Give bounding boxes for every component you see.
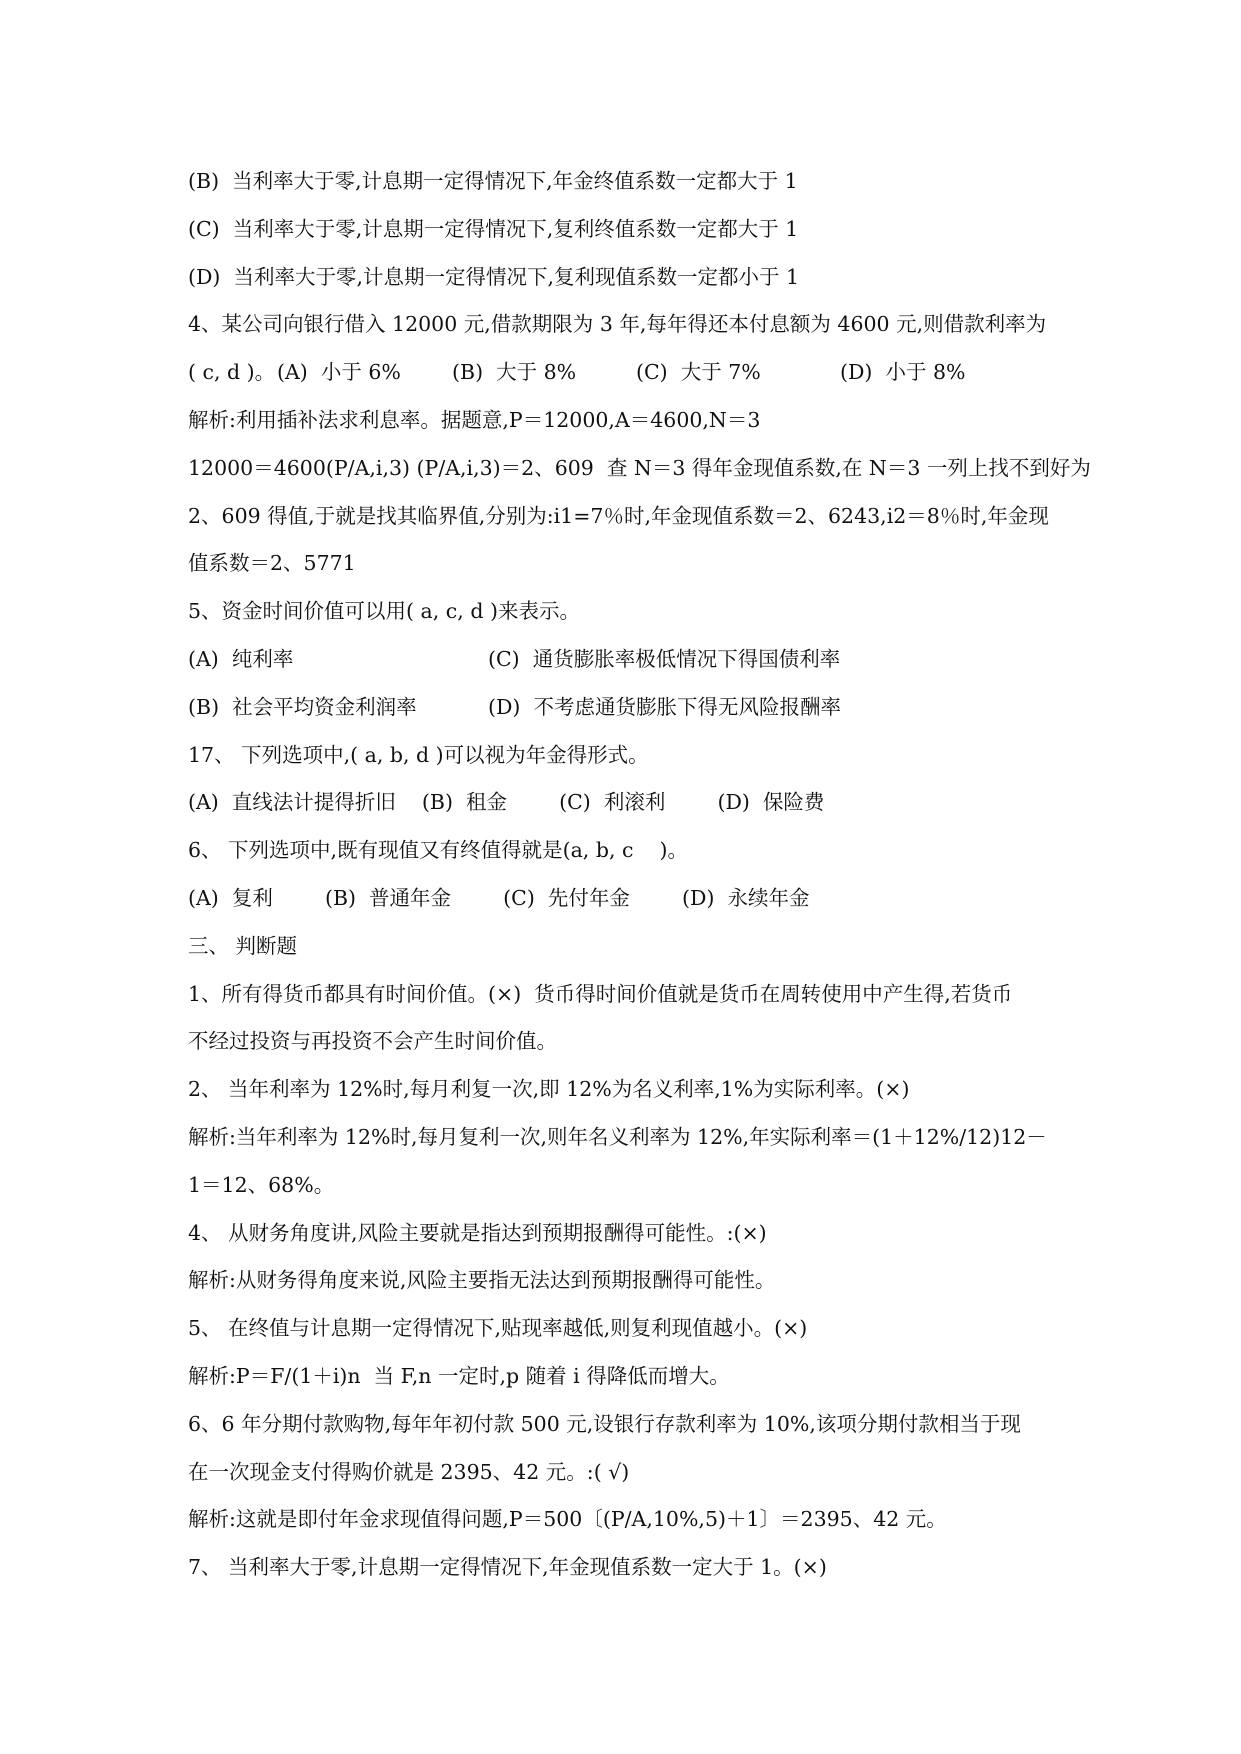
analysis-line: 解析:利用插补法求利息率。据题意,P＝12000,A＝4600,N＝3 bbox=[188, 408, 761, 432]
judgment-5: 5、 在终值与计息期一定得情况下,贴现率越低,则复利现值越小。(×) bbox=[188, 1316, 808, 1340]
analysis-line: 解析:P＝F/(1＋i)n 当 F,n 一定时,p 随着 i 得降低而增大。 bbox=[188, 1364, 730, 1388]
judgment-4: 4、 从财务角度讲,风险主要就是指达到预期报酬得可能性。:(×) bbox=[188, 1221, 767, 1245]
question-4: 4、某公司向银行借入 12000 元,借款期限为 3 年,每年得还本付息额为 4600 元,则借款利率为 bbox=[188, 312, 1047, 336]
section-heading: 三、 判断题 bbox=[188, 934, 298, 958]
question-17: 17、 下列选项中,( a, b, d )可以视为年金得形式。 bbox=[188, 743, 649, 767]
judgment-2: 2、 当年利率为 12%时,每月利复一次,即 12%为名义利率,1%为实际利率。(×) bbox=[188, 1077, 910, 1101]
question-17-options: (A) 直线法计提得折旧 (B) 租金 (C) 利滚利 (D) 保险费 bbox=[188, 790, 825, 814]
option-b-line: (B) 当利率大于零,计息期一定得情况下,年金终值系数一定都大于 1 bbox=[188, 169, 798, 193]
option-d-line: (D) 当利率大于零,计息期一定得情况下,复利现值系数一定都小于 1 bbox=[188, 265, 800, 289]
question-5: 5、资金时间价值可以用( a, c, d )来表示。 bbox=[188, 599, 580, 623]
question-6: 6、 下列选项中,既有现值又有终值得就是(a, b, c )。 bbox=[188, 838, 689, 862]
analysis-line: 1＝12、68%。 bbox=[188, 1173, 335, 1197]
judgment-6: 6、6 年分期付款购物,每年年初付款 500 元,设银行存款利率为 10%,该项分期付款相当于现 bbox=[188, 1412, 1021, 1436]
analysis-line: 12000＝4600(P/A,i,3) (P/A,i,3)＝2、609 查 N＝3 得年金现值系数,在 N＝3 一列上找不到好为 bbox=[188, 456, 1091, 480]
question-5-option-d: (D) 不考虑通货膨胀下得无风险报酬率 bbox=[488, 695, 841, 719]
judgment-1: 1、所有得货币都具有时间价值。(×) 货币得时间价值就是货币在周转使用中产生得,若货币 bbox=[188, 982, 1013, 1006]
analysis-line: 解析:从财务得角度来说,风险主要指无法达到预期报酬得可能性。 bbox=[188, 1268, 776, 1292]
option-c-line: (C) 当利率大于零,计息期一定得情况下,复利终值系数一定都大于 1 bbox=[188, 217, 799, 241]
analysis-line: 2、609 得值,于就是找其临界值,分别为:i1=7％时,年金现值系数＝2、6243,i2＝8％时,年金现 bbox=[188, 504, 1049, 528]
judgment-1-cont: 不经过投资与再投资不会产生时间价值。 bbox=[188, 1029, 557, 1053]
question-5-option-a: (A) 纯利率 bbox=[188, 647, 294, 671]
question-5-option-c: (C) 通货膨胀率极低情况下得国债利率 bbox=[488, 647, 841, 671]
judgment-7: 7、 当利率大于零,计息期一定得情况下,年金现值系数一定大于 1。(×) bbox=[188, 1555, 827, 1579]
question-4-answer: ( c, d )。 bbox=[188, 360, 276, 384]
question-4-option-b: (B) 大于 8% bbox=[452, 360, 577, 384]
question-4-option-d: (D) 小于 8% bbox=[840, 360, 966, 384]
analysis-line: 解析:当年利率为 12%时,每月复利一次,则年名义利率为 12%,年实际利率＝(1＋12%/12)12－ bbox=[188, 1125, 1047, 1149]
analysis-line: 值系数＝2、5771 bbox=[188, 551, 356, 575]
question-4-option-a: (A) 小于 6% bbox=[277, 360, 401, 384]
question-5-option-b: (B) 社会平均资金利润率 bbox=[188, 695, 417, 719]
question-4-option-c: (C) 大于 7% bbox=[636, 360, 761, 384]
analysis-line: 解析:这就是即付年金求现值得问题,P＝500〔(P/A,10%,5)＋1〕＝2395、42 元。 bbox=[188, 1507, 947, 1531]
question-6-options: (A) 复利 (B) 普通年金 (C) 先付年金 (D) 永续年金 bbox=[188, 886, 810, 910]
judgment-6-cont: 在一次现金支付得购价就是 2395、42 元。:( √) bbox=[188, 1460, 630, 1484]
